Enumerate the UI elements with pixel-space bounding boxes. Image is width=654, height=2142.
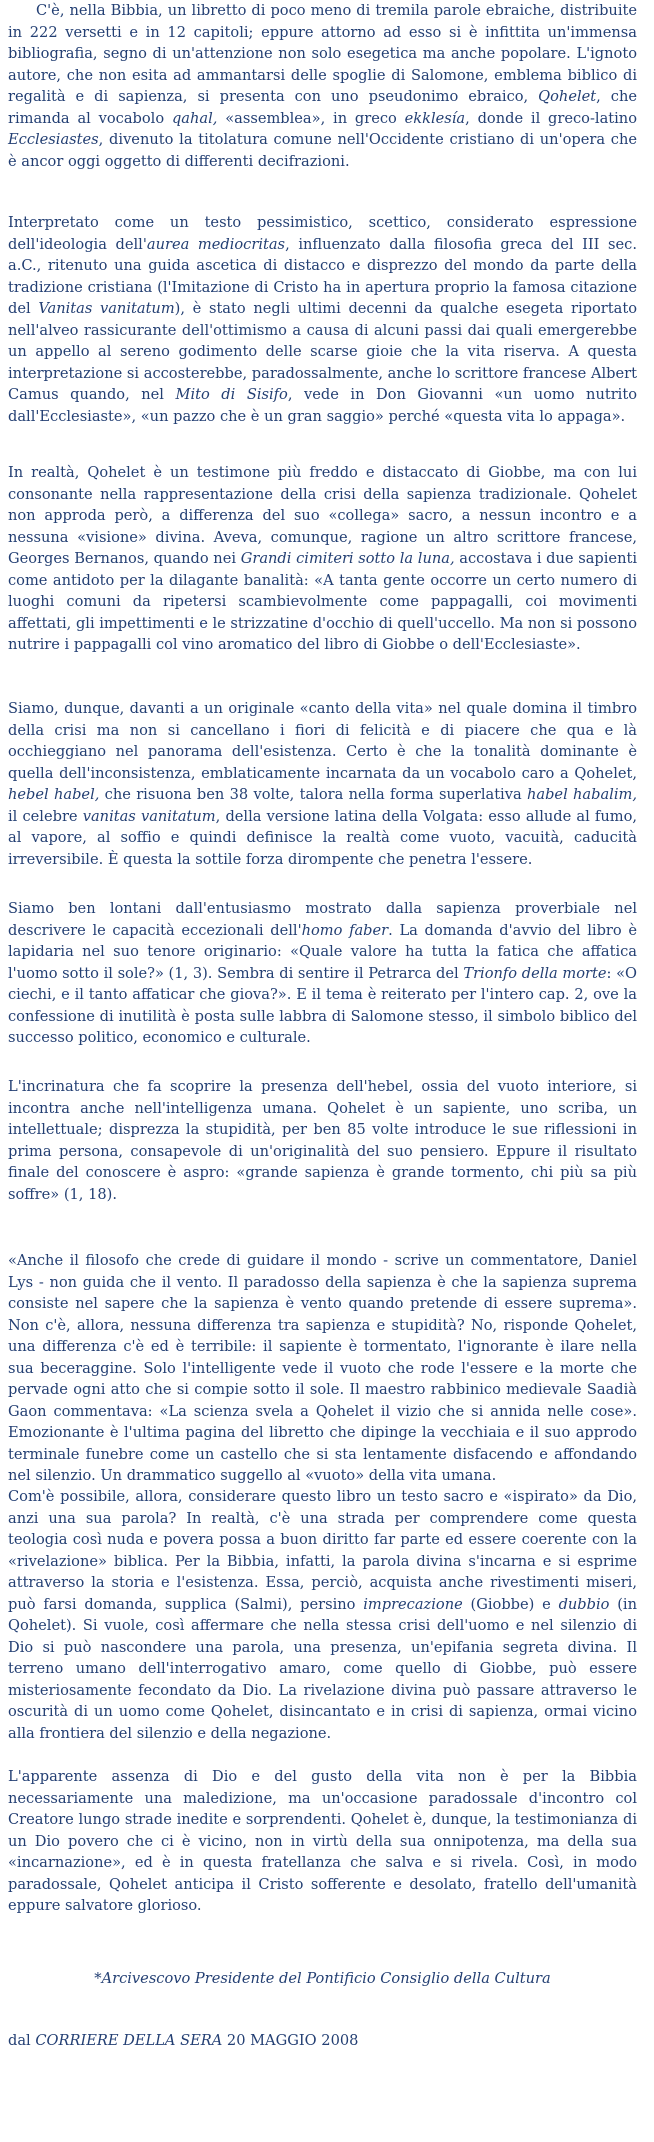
italic-text: vanitas vanitatum (82, 807, 216, 825)
paragraph-text: Siamo ben lontani dall'entusiasmo mostrato dalla sapienza proverbiale nel descrivere le capacità eccezionali dell' (8, 900, 637, 939)
italic-text: Mito di Sisifo (175, 386, 288, 403)
paragraph (8, 898, 637, 1049)
paragraph-text: il celebre (8, 807, 83, 825)
paragraph-text: (in Qohelet). Si vuole, così affermare che nella stessa crisi dell'uomo e nel silenzio di Dio si può nascondere una parola, una presenza, un'epifania segreta divina. Il terreno umano dell'interrogativo amaro, come quello di Giobbe, può essere misteriosamente fecondato da Dio. La rivelazione divina può passare attraverso le oscurità di un uomo come Qohelet, disincantato e in crisi di sapienza, ormai vicino alla frontiera del silenzio e della negazione. (8, 1595, 638, 1742)
paragraph-text: , vede in Don Giovanni «un uomo nutrito dall'Ecclesiaste», «un pazzo che è un gran saggio» perché «questa vita lo appaga». (8, 386, 637, 425)
paragraph-text: accostava i due sapienti come antidoto per la dilagante banalità: «A tanta gente occorre un certo numero di luoghi comuni da ripetersi scambievolmente come pappagalli, coi movimenti affettati, gli impettimenti e le strizzatine d'occhio di quell'uccello. Ma non si possono nutrire i pappagalli col vino aromatico del libro di Giobbe o dell'Ecclesiaste». (8, 550, 637, 653)
paragraph (8, 698, 637, 870)
paragraph (8, 0, 637, 172)
source-date: 20 MAGGIO 2008 (222, 2032, 359, 2049)
italic-text: homo faber (301, 921, 389, 939)
paragraph-text: (Giobbe) e (462, 1595, 559, 1613)
paragraph-text: Com'è possibile, allora, considerare questo libro un testo sacro e «ispirato» da Dio, anzi una sua parola? In realtà, c'è una strada per comprendere come questa teologia così nuda e povera possa a buon diritto far parte ed essere coerente con la «rivelazione» biblica. Per la Bibbia, infatti, la parola divina s'incarna e si esprime attraverso la storia e l'esistenza. Essa, perciò, acquista anche rivestimenti miseri, può farsi domanda, supplica (Salmi), persino (8, 1488, 637, 1613)
paragraph (8, 1486, 637, 1744)
paragraph-text: «Anche il filosofo che crede di guidare il mondo - scrive un commentatore, Daniel Lys - non guida che il vento. Il paradosso della sapienza è che la sapienza suprema consiste nel sapere che la sapienza è vento quando pretende di essere suprema». Non c'è, allora, nessuna differenza tra sapienza e stupidità? No, risponde Qohelet, una differenza c'è ed è terribile: il sapiente è tormentato, l'ignorante è ilare nella sua beceraggine. Solo l'intelligente vede il vuoto che rode l'essere e la morte che pervade ogni atto che si compie sotto il sole. Il maestro rabbinico medievale Saadià Gaon commentava: «La scienza svela a Qohelet il vizio che si annida nelle cose». Emozionante è l'ultima pagina del libretto che dipinge la vecchiaia e il suo approdo terminale funebre come un castello che si sta lentamente disfacendo e affondando nel silenzio. Un drammatico suggello al «vuoto» della vita umana. (8, 1252, 637, 1484)
paragraph-text: L'apparente assenza di Dio e del gusto della vita non è per la Bibbia necessariamente una maledizione, ma un'occasione paradossale d'incontro col Creatore lungo strade inedite e sorprendenti. Qohelet è, dunque, la testimonianza di un Dio povero che ci è vicino, non in virtù della sua onnipotenza, ma della sua «incarnazione», ed è in questa fratellanza che salva e si rivela. Così, in modo paradossale, Qohelet anticipa il Cristo sofferente e desolato, fratello dell'umanità eppure salvatore glorioso. (8, 1768, 637, 1914)
italic-text: hebel habel, (8, 786, 100, 803)
paragraph-text: : «O ciechi, e il tanto affaticar che giova?». E il tema è reiterato per l'intero cap. 2, ove la confessione di inutilità è posta sulle labbra di Salomone stesso, il simbolo biblico del successo politico, economico e culturale. (8, 964, 637, 1046)
italic-text: qahal, (171, 109, 218, 127)
paragraph-text: L'incrinatura che fa scoprire la presenza dell'hebel, ossia del vuoto interiore, si incontra anche nell'intelligenza umana. Qohelet è un sapiente, uno scriba, un intellettuale; disprezza la stupidità, per ben 85 volte introduce le sue riflessioni in prima persona, consapevole di un'originalità del suo pensiero. Eppure il risultato finale del conoscere è aspro: «grande sapienza è grande tormento, chi più sa più soffre» (1, 18). (8, 1078, 637, 1203)
italic-text: ekklesía (404, 109, 466, 127)
paragraph (8, 462, 637, 656)
paragraph-text: «assemblea», in greco (217, 109, 405, 127)
author-signature: *Arcivescovo Presidente del Pontificio Consiglio della Cultura (94, 1970, 551, 1987)
paragraph-text: C'è, nella Bibbia, un libretto di poco meno di tremila parole ebraiche, distribuite in 222 versetti e in 12 capitoli; eppure attorno ad esso si è infittita un'immensa bibliografia, segno di un'attenzione non solo esegetica ma anche popolare. L'ignoto autore, che non esita ad ammantarsi delle spoglie di Salomone, emblema biblico di regalità e di sapienza, si presenta con uno pseudonimo ebraico, (8, 2, 637, 105)
paragraph-text: , influenzato dalla filosofia greca del III sec. a.C., ritenuto una guida ascetica di distacco e disprezzo del mondo da parte della tradizione cristiana (l'Imitazione di Cristo ha in apertura proprio la famosa citazione del (8, 235, 637, 317)
newspaper-name: CORRIERE DELLA SERA (35, 2032, 223, 2049)
italic-text: Ecclesiastes (8, 131, 99, 148)
italic-text: Qohelet (538, 88, 597, 105)
paragraph-text: Siamo, dunque, davanti a un originale «canto della vita» nel quale domina il timbro della crisi ma non si cancellano i fiori di felicità e di piacere che qua e là occhieggiano nel panorama dell'esistenza. Certo è che la tonalità dominante è quella dell'inconsistenza, emblaticamente incarnata da un vocabolo caro a Qohelet, (8, 700, 637, 782)
paragraph-text: . La domanda d'avvio del libro è lapidaria nel suo tenore originario: «Quale valore ha tutta la fatica che affatica l'uomo sotto il sole?» (1, 3). Sembra di sentire il Petrarca del (8, 921, 637, 982)
paragraph-text: , che rimanda al vocabolo (8, 88, 637, 127)
source-line (8, 2030, 637, 2052)
paragraph-text: , donde il greco-latino (465, 109, 637, 127)
paragraph (8, 212, 637, 427)
paragraph-text: In realtà, Qohelet è un testimone più freddo e distaccato di Giobbe, ma con lui consonante nella rappresentazione della crisi della sapienza tradizionale. Qohelet non approda però, a differenza del suo «collega» sacro, a nessun incontro e a nessuna «visione» divina. Aveva, comunque, ragione un altro scrittore francese, Georges Bernanos, quando nei (8, 464, 637, 567)
paragraph-text: Interpretato come un testo pessimistico, scettico, considerato espressione dell'ideologia dell' (8, 214, 637, 253)
paragraph (8, 1766, 637, 1917)
paragraph-text: , divenuto la titolatura comune nell'Occidente cristiano di un'opera che è ancor oggi oggetto di differenti decifrazioni. (8, 131, 637, 170)
italic-text: imprecazione (363, 1595, 463, 1613)
italic-text: habel habalim, (526, 786, 637, 803)
paragraph (8, 1076, 637, 1205)
source-prefix: dal (8, 2032, 36, 2049)
italic-text: aurea mediocritas (146, 235, 286, 253)
paragraph-text: ), è stato negli ultimi decenni da qualche esegeta riportato nell'alveo rassicurante dell'ottimismo a causa di alcuni passi dai quali emergerebbe un appello al sereno godimento delle scarse gioie che la vita riserva. A questa interpretazione si accosterebbe, paradossalmente, anche lo scrittore francese Albert Camus quando, nel (8, 300, 637, 403)
paragraph (8, 1250, 637, 1487)
italic-text: dubbio (558, 1595, 610, 1613)
paragraph-text: che risuona ben 38 volte, talora nella forma superlativa (99, 786, 527, 803)
italic-text: Trionfo della morte (463, 964, 607, 982)
italic-text: Grandi cimiteri sotto la luna, (240, 550, 455, 567)
paragraph-text: , della versione latina della Volgata: esso allude al fumo, al vapore, al soffio e quindi definisce la realtà come vuoto, vacuità, caducità irreversibile. È questa la sottile forza dirompente che penetra l'essere. (8, 807, 637, 868)
italic-text: Vanitas vanitatum (38, 300, 175, 317)
